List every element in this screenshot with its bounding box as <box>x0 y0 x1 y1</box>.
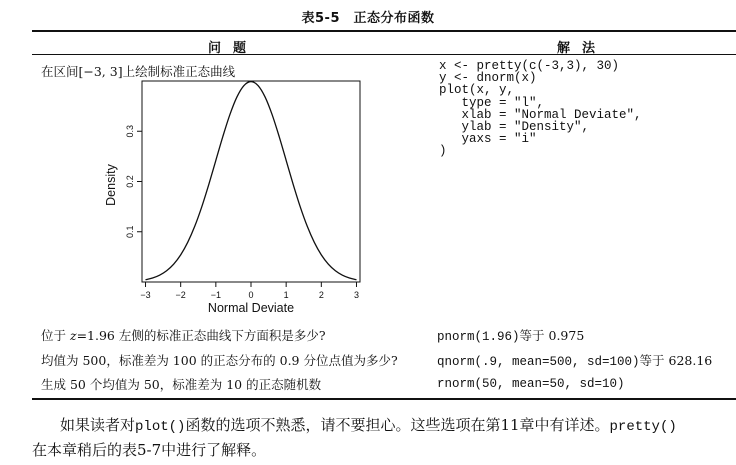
table-top-rule <box>32 30 736 32</box>
row3-question: 均值为 500，标准差为 100 的正态分布的 0.9 分位点值为多少? <box>41 353 398 368</box>
row3-result: 等于 628.16 <box>639 353 713 368</box>
para-code-plot: plot() <box>135 419 186 435</box>
y-tick-label: 0.3 <box>125 124 135 138</box>
density-curve <box>146 82 357 280</box>
x-tick-label: 1 <box>283 290 289 300</box>
row4-answer <box>437 375 625 391</box>
code-line: ylab = "Density", <box>439 120 590 135</box>
code-line: xlab = "Normal Deviate", <box>439 107 642 122</box>
row2-code: pnorm(1.96) <box>437 330 520 344</box>
y-tick-label: 0.1 <box>125 225 135 239</box>
density-plot <box>95 78 375 316</box>
x-tick-label: −3 <box>140 290 151 300</box>
row2-answer <box>437 326 584 344</box>
table-header-rule <box>32 54 736 55</box>
row1-code <box>439 60 642 158</box>
x-tick-label: 3 <box>353 290 359 300</box>
code-line: x <- pretty(c(-3,3), 30) <box>439 59 620 73</box>
x-tick-label: −1 <box>210 290 221 300</box>
row4-question: 生成 50 个均值为 50，标准差为 10 的正态随机数 <box>41 377 322 392</box>
para-text: 在本章稍后的表5-7中进行了解释。 <box>32 441 267 459</box>
code-line: plot(x, y, <box>439 83 515 98</box>
header-solution: 解法 <box>557 41 608 56</box>
row1-question: 在区间[−3, 3]上绘制标准正态曲线 <box>41 64 236 79</box>
y-tick-label: 0.2 <box>125 175 135 188</box>
row2-question-suffix: =1.96 左侧的标准正态曲线下方面积是多少? <box>76 328 326 343</box>
row4-code: rnorm(50, mean=50, sd=10) <box>437 377 625 391</box>
row2-result: 等于 0.975 <box>519 328 585 343</box>
para-text: 如果读者对 <box>60 416 136 434</box>
table-bottom-rule <box>32 398 736 400</box>
code-line: yaxs = "i" <box>439 132 537 147</box>
para-code-pretty: pretty() <box>609 419 677 435</box>
para-text: 函数的选项不熟悉，请不要担心。这些选项在第11章中有详述。 <box>185 416 610 434</box>
y-axis-label: Density <box>104 164 118 206</box>
body-paragraph <box>32 414 736 462</box>
row2-question-var: z <box>69 328 77 343</box>
x-axis-label: Normal Deviate <box>207 301 295 315</box>
code-line: y <- dnorm(x) <box>439 71 537 86</box>
row2-question-prefix: 位于 <box>41 328 70 343</box>
row3-code: qnorm(.9, mean=500, sd=100) <box>437 355 640 369</box>
row2-question <box>41 326 326 344</box>
code-line: ) <box>439 144 447 159</box>
x-tick-label: 2 <box>318 290 324 300</box>
x-tick-label: 0 <box>248 290 254 300</box>
code-line: type = "l", <box>439 95 545 110</box>
y-axis <box>125 125 142 238</box>
x-tick-label: −2 <box>175 290 186 300</box>
x-axis <box>140 282 359 300</box>
row3-answer <box>437 351 712 369</box>
header-problem: 问题 <box>208 41 259 56</box>
plot-box <box>142 81 360 282</box>
table-title: 表5-5 正态分布函数 <box>301 11 435 26</box>
